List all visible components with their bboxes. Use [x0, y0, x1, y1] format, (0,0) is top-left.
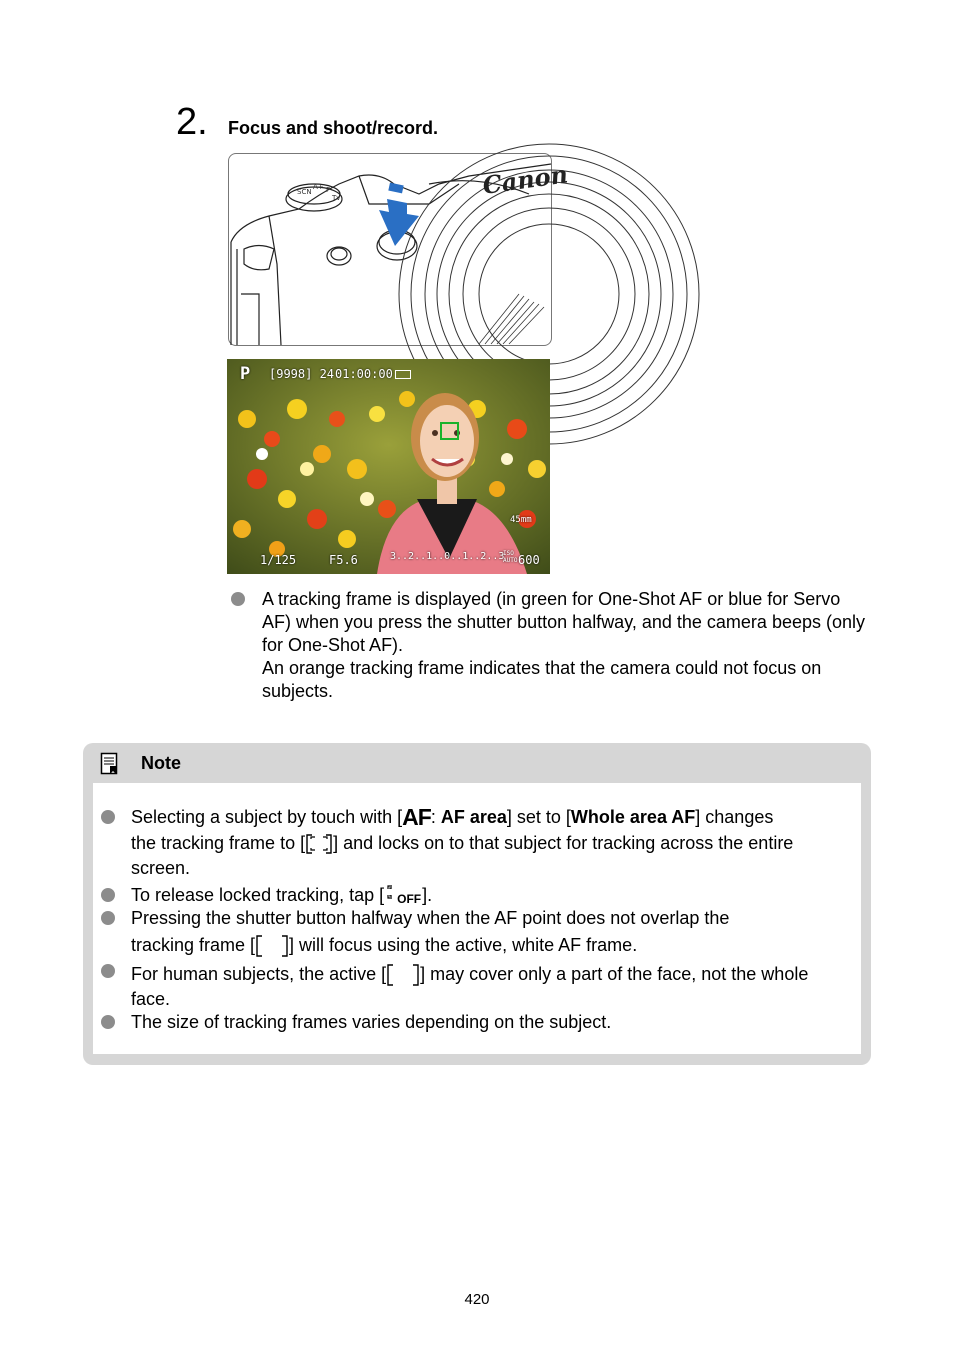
mode-dial-tv: Tv [332, 194, 341, 202]
note-list [100, 806, 850, 1034]
bullet-text: A tracking frame is displayed (in green for One-Shot AF or blue for Servo AF) when you press the shutter button halfway, and the camera beeps (only for One-Shot AF). [262, 589, 865, 655]
list-item: The size of tracking frames varies depending on the subject. [100, 1011, 850, 1034]
mode-dial-scn: SCN [297, 188, 312, 196]
live-view-scene [227, 359, 550, 574]
tracking-frame-icon [387, 964, 419, 986]
bullet-dot-icon [101, 810, 115, 824]
bullet-text-extra: An orange tracking frame indicates that the camera could not focus on subjects. [262, 658, 822, 701]
bullet-dot-icon [231, 592, 245, 606]
page-number: 420 [464, 1291, 490, 1308]
battery-icon [395, 370, 411, 379]
bullet-dot-icon [101, 911, 115, 925]
bullet-dot-icon [101, 1015, 115, 1029]
list-item: For human subjects, the active [ ] may cover only a part of the face, not the whole face. [100, 960, 850, 1011]
list-item: To release locked tracking, tap [ OFF ]. [100, 884, 850, 907]
note-icon [100, 752, 120, 776]
bullet-dot-icon [101, 964, 115, 978]
bullet-dot-icon [101, 888, 115, 902]
step-title: Focus and shoot/record. [228, 118, 439, 138]
list-item: Selecting a subject by touch with [AF: AF area] set to [Whole area AF] changes the tracking frame to [ ] and locks on to that subject for tracking across the entire screen. [100, 806, 850, 880]
af-icon: AF [402, 804, 431, 830]
mode-dial-auto: A+ [313, 183, 324, 191]
mode-dial-p: P [326, 186, 331, 194]
osd-aperture: F5.6 [329, 553, 358, 567]
osd-shutter: 1/125 [260, 553, 297, 567]
osd-iso-value: 600 [518, 553, 540, 567]
step-number: 2. [176, 101, 208, 143]
camera-live-view-screen [227, 359, 550, 574]
osd-exposure-scale: 3..2..1..0..1..2..3 [390, 551, 505, 562]
camera-shutter-illustration [228, 153, 570, 346]
osd-mode: P [240, 364, 251, 384]
tracking-off-icon[interactable]: OFF [385, 885, 421, 907]
osd-time: 01:00:00 [335, 367, 393, 381]
step-bullets [230, 588, 870, 703]
camera-body-drawing [229, 154, 570, 345]
osd-shots: [9998] 24 [269, 367, 335, 381]
list-item [230, 588, 870, 703]
tracking-frame-locked-icon [306, 833, 332, 855]
brand-logo-text: Canon [480, 159, 570, 200]
list-item: Pressing the shutter button halfway when the AF point does not overlap the tracking frame [ ] will focus using the active, white AF frame. [100, 907, 850, 960]
note-title: Note [141, 753, 181, 773]
osd-focal-length: 45mm [510, 515, 532, 525]
osd-iso-label: ISO AUTO [503, 550, 518, 564]
tracking-frame-icon [256, 935, 288, 957]
